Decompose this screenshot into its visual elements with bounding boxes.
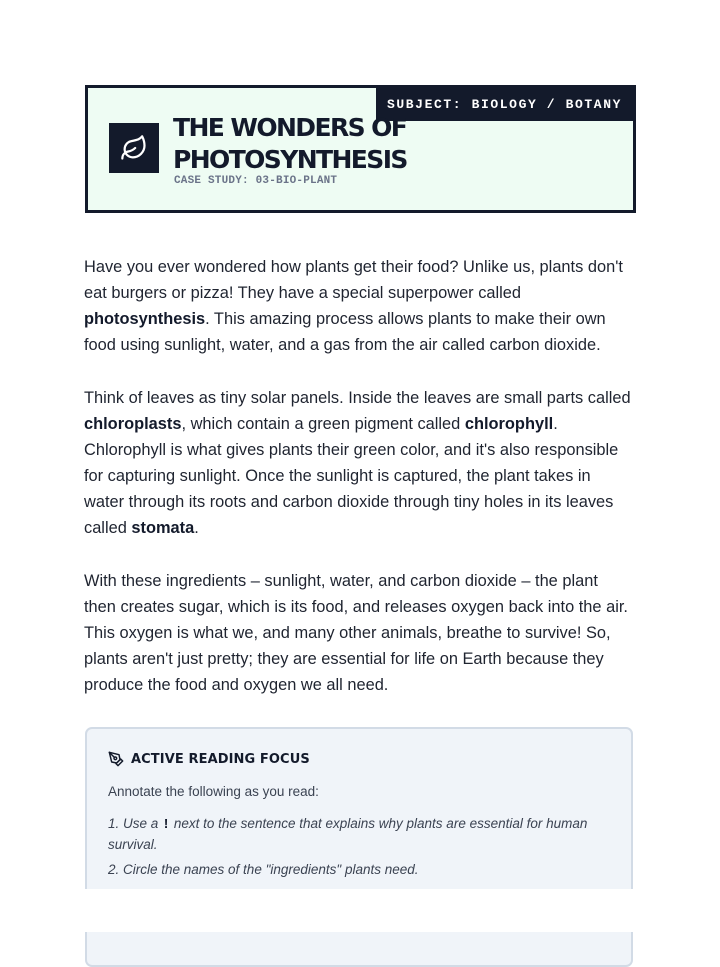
page-bottom-margin — [0, 889, 720, 932]
pen-icon — [108, 751, 124, 767]
term-chloroplasts: chloroplasts — [84, 415, 182, 433]
text-run: . This amazing process allows plants to make their own food using sunlight, water, and a gas from the air called carbon dioxide. — [84, 310, 606, 354]
reading-focus-header — [108, 751, 310, 767]
paragraph-1 — [84, 254, 632, 358]
page-title — [173, 112, 407, 176]
text-run: next to the sentence that explains why plants are essential for human survival. — [108, 816, 588, 852]
text-run: Have you ever wondered how plants get their food? Unlike us, plants don't eat burgers or pizza! They have a special superpower called — [84, 258, 623, 302]
article-body — [84, 254, 632, 725]
header-card — [85, 85, 636, 213]
reading-focus-intro: Annotate the following as you read: — [108, 784, 319, 799]
term-stomata: stomata — [131, 519, 195, 537]
term-photosynthesis: photosynthesis — [84, 310, 206, 328]
title-line-2: PHOTOSYNTHESIS — [173, 145, 407, 174]
text-run: Think of leaves as tiny solar panels. Inside the leaves are small parts called — [84, 389, 631, 407]
paragraph-2 — [84, 385, 632, 541]
text-run: , which contain a green pigment called — [181, 415, 465, 433]
exclamation-mark: ! — [162, 818, 171, 833]
subject-tag: SUBJECT: BIOLOGY / BOTANY — [376, 88, 633, 121]
text-run: 1. Use a — [108, 816, 163, 831]
leaf-icon — [120, 134, 148, 162]
paragraph-3: With these ingredients – sunlight, water, and carbon dioxide – the plant then creates sugar, which is its food, and releases oxygen back into the air. This oxygen is what we, and many other animals, breathe to survive! So, plants aren't just pretty; they are essential for life on Earth because they produce the food and oxygen we all need. — [84, 572, 628, 694]
text-run: . — [194, 519, 199, 537]
focus-item-1 — [108, 814, 608, 854]
leaf-icon-box — [109, 123, 159, 173]
text-run: . Chlorophyll is what gives plants their green color, and it's also responsible for capturing sunlight. Once the sunlight is captured, the plant takes in water through its roots and carbon dioxide through tiny holes in its leaves called — [84, 415, 619, 537]
term-chlorophyll: chlorophyll — [464, 415, 554, 433]
reading-focus-title: ACTIVE READING FOCUS — [131, 751, 310, 767]
case-study-label: CASE STUDY: 03-BIO-PLANT — [174, 175, 338, 187]
title-line-1: THE WONDERS OF — [173, 113, 407, 142]
focus-item-2: 2. Circle the names of the "ingredients" plants need. — [108, 862, 419, 877]
